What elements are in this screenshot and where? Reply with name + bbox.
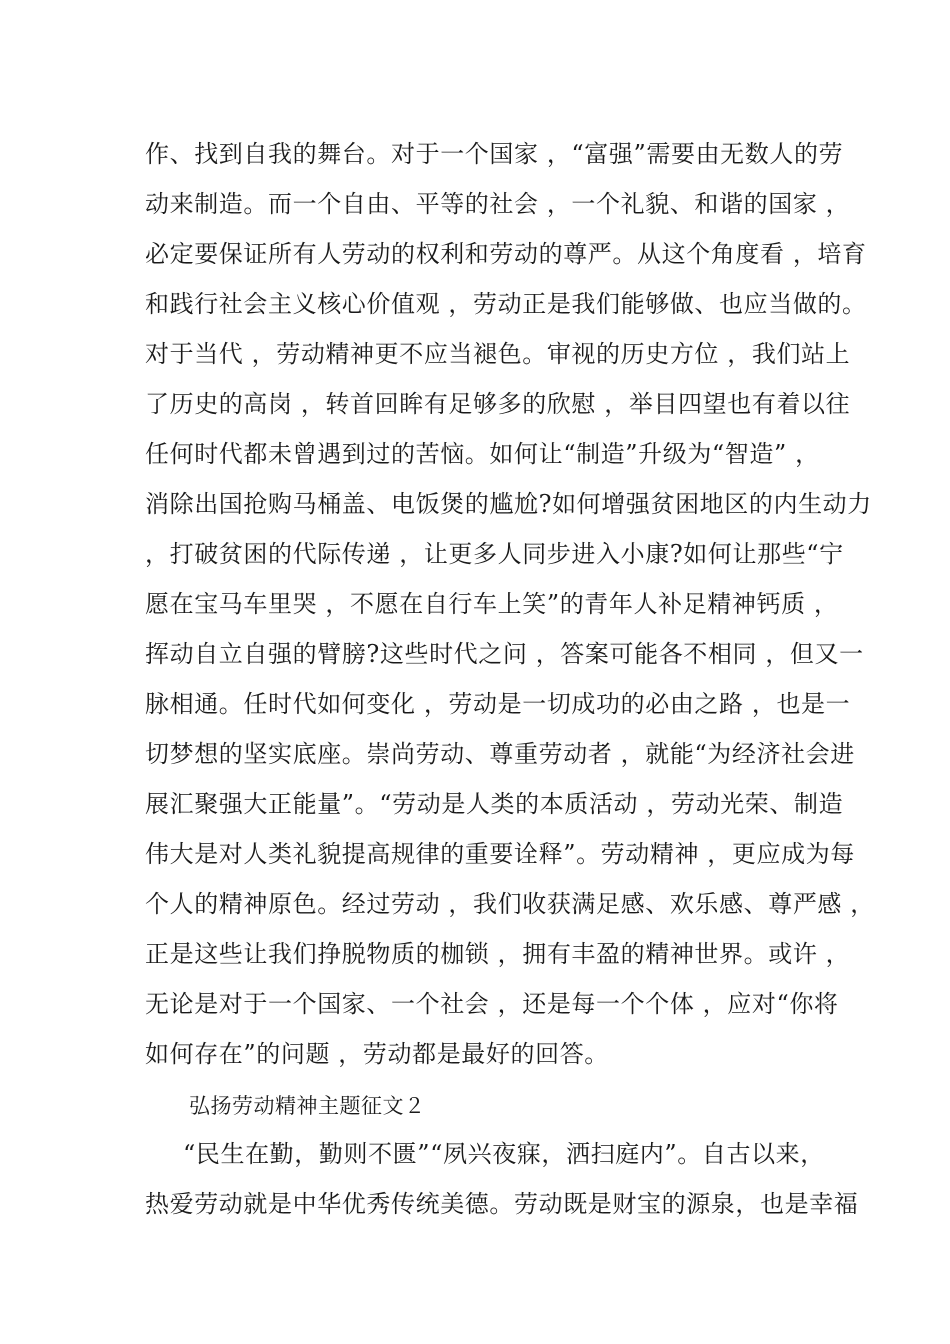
section-heading: 弘扬劳动精神主题征文２	[189, 1094, 426, 1118]
text-line: 必定要保证所有人劳动的权利和劳动的尊严。从这个角度看 ，培育	[145, 240, 867, 268]
text-line: ，打破贫困的代际传递 ，让更多人同步进入小康?如何让那些“宁	[145, 540, 844, 568]
text-line: 任何时代都未曾遇到过的苦恼。如何让“制造”升级为“智造” ，	[145, 440, 820, 468]
text-line: “民生在勤，勤则不匮”“夙兴夜寐，洒扫庭内”。自古以来，	[183, 1140, 825, 1168]
text-line: 和践行社会主义核心价值观 ，劳动正是我们能够做、也应当做的。	[145, 290, 867, 318]
text-line: 切梦想的坚实底座。崇尚劳动、尊重劳动者 ，就能“为经济社会进	[145, 740, 855, 768]
text-line: 对于当代 ，劳动精神更不应当褪色。审视的历史方位 ，我们站上	[145, 340, 851, 368]
text-line: 展汇聚强大正能量”。“劳动是人类的本质活动 ，劳动光荣、制造	[145, 790, 844, 818]
text-line: 挥动自立自强的臂膀?这些时代之问 ，答案可能各不相同 ，但又一	[145, 640, 864, 668]
text-line: 热爱劳动就是中华优秀传统美德。劳动既是财宝的源泉，也是幸福	[145, 1190, 859, 1218]
text-line: 正是这些让我们挣脱物质的枷锁 ，拥有丰盈的精神世界。或许 ，	[145, 940, 851, 968]
paragraph-1	[145, 129, 875, 1079]
document-body	[145, 129, 875, 1229]
text-line: 个人的精神原色。经过劳动 ，我们收获满足感、欢乐感、尊严感 ，	[145, 890, 875, 918]
text-line: 愿在宝马车里哭 ，不愿在自行车上笑”的青年人补足精神钙质 ，	[145, 590, 839, 618]
text-line: 了历史的高岗 ，转首回眸有足够多的欣慰 ，举目四望也有着以往	[145, 390, 851, 418]
text-line: 无论是对于一个国家、一个社会 ，还是每一个个体 ，应对“你将	[145, 990, 839, 1018]
text-line: 伟大是对人类礼貌提高规律的重要诠释”。劳动精神 ，更应成为每	[145, 840, 855, 868]
text-line: 脉相通。任时代如何变化 ，劳动是一切成功的必由之路 ，也是一	[145, 690, 851, 718]
text-line: 作、找到自我的舞台。对于一个国家 ，“富强”需要由无数人的劳	[145, 140, 844, 168]
text-line: 如何存在”的问题 ，劳动都是最好的回答。	[145, 1040, 609, 1068]
paragraph-2	[145, 1129, 859, 1229]
text-line: 动来制造。而一个自由、平等的社会 ，一个礼貌、和谐的国家 ，	[145, 190, 851, 218]
text-line: 消除出国抢购马桶盖、电饭煲的尴尬?如何增强贫困地区的内生动力	[145, 490, 872, 518]
